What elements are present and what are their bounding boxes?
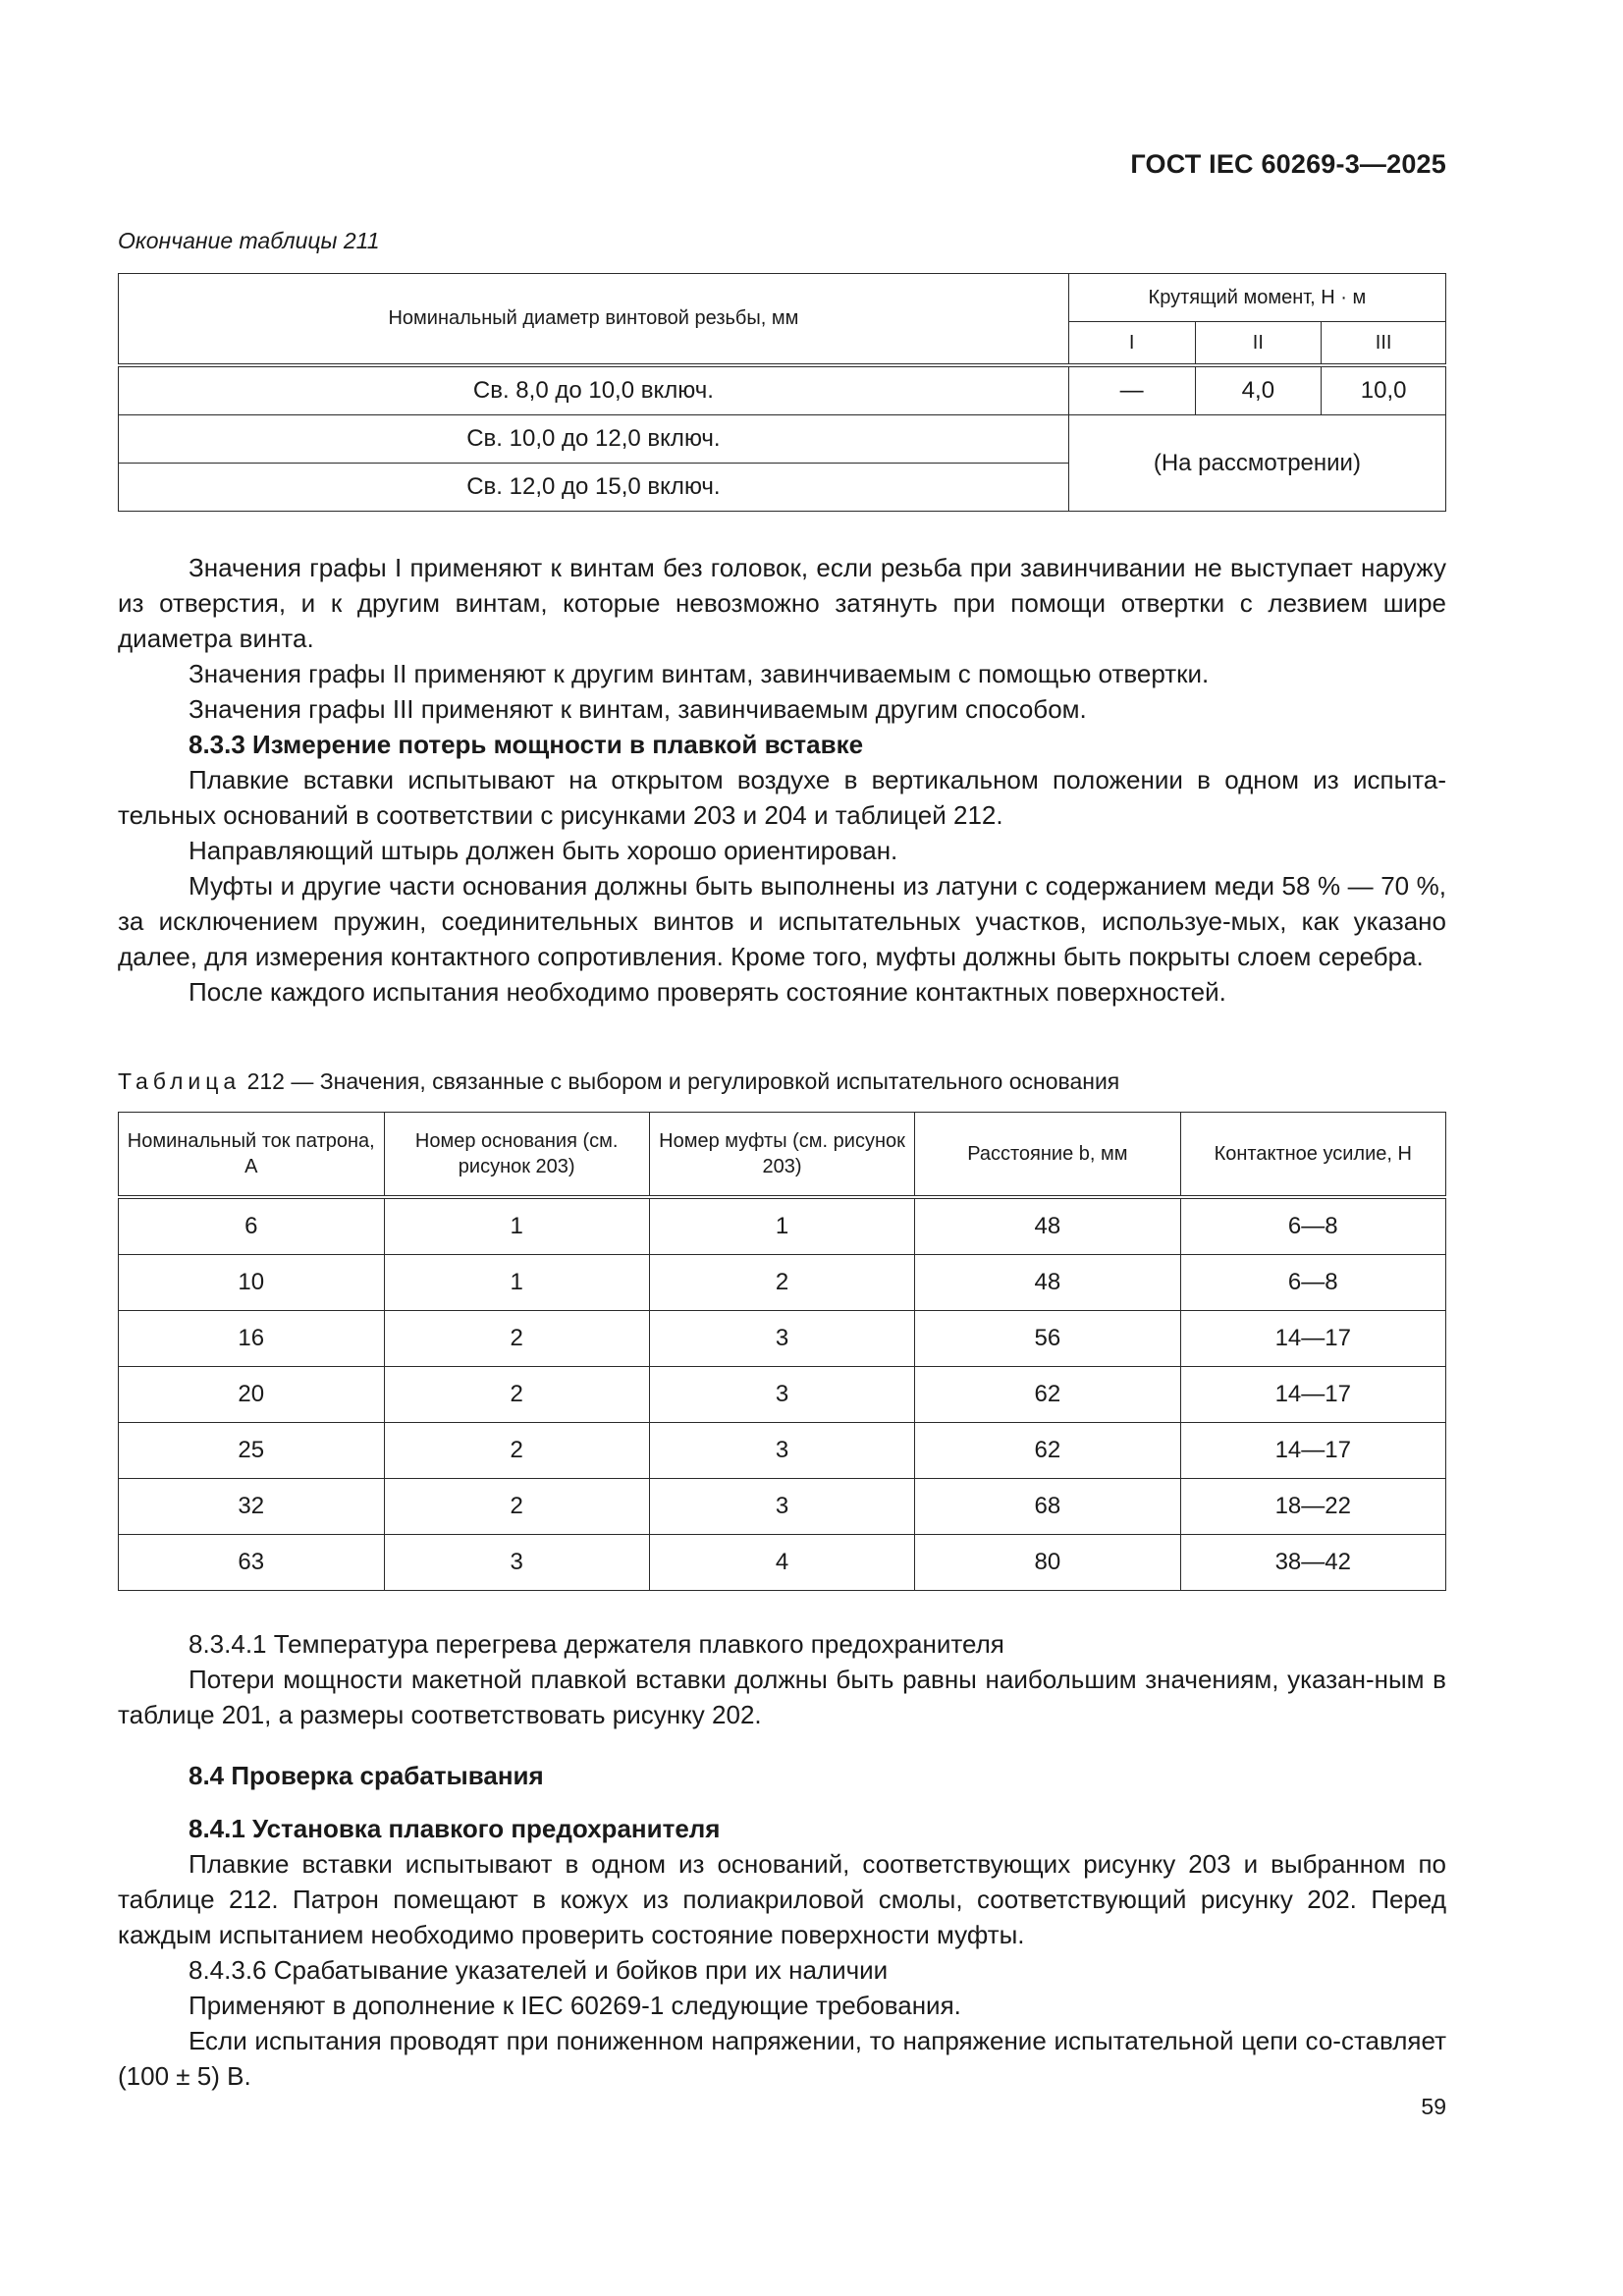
subclause-8-4-3-6: 8.4.3.6 Срабатывание указателей и бойков при их наличии bbox=[189, 1955, 889, 1985]
cell-sleeve-number: 3 bbox=[649, 1423, 914, 1479]
table-row bbox=[119, 1479, 1446, 1535]
cell-rated-current: 63 bbox=[119, 1535, 385, 1591]
cell-torque-i: — bbox=[1068, 365, 1195, 415]
cell-diameter: Св. 10,0 до 12,0 включ. bbox=[119, 415, 1069, 464]
table-row bbox=[119, 1535, 1446, 1591]
paragraph: Направляющий штырь должен быть хорошо ориентирован. bbox=[189, 836, 898, 865]
header-thread-diameter: Номинальный диаметр винтовой резьбы, мм bbox=[119, 274, 1069, 366]
cell-base-number: 2 bbox=[384, 1479, 649, 1535]
header-sleeve-number: Номер муфты (см. рисунок 203) bbox=[649, 1113, 914, 1198]
header-col-ii: II bbox=[1195, 322, 1322, 366]
subclause-8-3-4-1: 8.3.4.1 Температура перегрева держателя плавкого предохранителя bbox=[189, 1629, 1004, 1659]
cell-rated-current: 6 bbox=[119, 1197, 385, 1255]
cell-distance-b: 80 bbox=[915, 1535, 1180, 1591]
cell-distance-b: 48 bbox=[915, 1255, 1180, 1311]
cell-rated-current: 20 bbox=[119, 1367, 385, 1423]
paragraph: Муфты и другие части основания должны быть выполнены из латуни с содержанием меди 58 % — 70 %, за исключением пружин, соединительных винтов и испытательных участков, используе-мых, как указано далее, для измерения контактного сопротивления. Кроме того, муфты должны быть покрыты слоем серебра. bbox=[118, 871, 1446, 971]
cell-contact-force: 14—17 bbox=[1180, 1367, 1445, 1423]
cell-base-number: 2 bbox=[384, 1367, 649, 1423]
header-rated-current: Номинальный ток патрона, А bbox=[119, 1113, 385, 1198]
text-block-1 bbox=[118, 550, 1446, 1010]
cell-distance-b: 68 bbox=[915, 1479, 1180, 1535]
header-base-number: Номер основания (см. рисунок 203) bbox=[384, 1113, 649, 1198]
table-row bbox=[119, 1197, 1446, 1255]
cell-base-number: 3 bbox=[384, 1535, 649, 1591]
cell-rated-current: 10 bbox=[119, 1255, 385, 1311]
cell-torque-iii: 10,0 bbox=[1322, 365, 1446, 415]
cell-base-number: 1 bbox=[384, 1197, 649, 1255]
section-heading-8-4-1: 8.4.1 Установка плавкого предохранителя bbox=[189, 1814, 721, 1843]
cell-distance-b: 62 bbox=[915, 1367, 1180, 1423]
text-block-3 bbox=[118, 1758, 1446, 2094]
paragraph: Плавкие вставки испытывают в одном из оснований, соответствующих рисунку 203 и выбранном по таблице 212. Патрон помещают в кожух из полиакриловой смолы, соответствующий рисунку 202. Перед каждым испытанием необходимо проверить состояние поверхности муфты. bbox=[118, 1849, 1446, 1949]
header-col-i: I bbox=[1068, 322, 1195, 366]
paragraph: Значения графы III применяют к винтам, завинчиваемым другим способом. bbox=[189, 694, 1087, 724]
cell-distance-b: 62 bbox=[915, 1423, 1180, 1479]
cell-sleeve-number: 2 bbox=[649, 1255, 914, 1311]
cell-sleeve-number: 1 bbox=[649, 1197, 914, 1255]
cell-torque-ii: 4,0 bbox=[1195, 365, 1322, 415]
cell-rated-current: 25 bbox=[119, 1423, 385, 1479]
table-212-caption bbox=[118, 1068, 1119, 1095]
paragraph: Применяют в дополнение к IEC 60269-1 следующие требования. bbox=[189, 1991, 961, 2020]
table-row bbox=[119, 1311, 1446, 1367]
document-code: ГОСТ IEC 60269-3—2025 bbox=[1130, 149, 1446, 179]
paragraph: После каждого испытания необходимо проверять состояние контактных поверхностей. bbox=[189, 977, 1226, 1007]
cell-rated-current: 16 bbox=[119, 1311, 385, 1367]
cell-under-consideration: (На рассмотрении) bbox=[1068, 415, 1445, 512]
table-row bbox=[119, 1367, 1446, 1423]
header-torque: Крутящий момент, Н · м bbox=[1068, 274, 1445, 322]
paragraph: Потери мощности макетной плавкой вставки должны быть равны наибольшим значениям, указан-ным в таблице 201, а размеры соответствовать рисунку 202. bbox=[118, 1665, 1446, 1729]
table-label: Таблица bbox=[118, 1068, 242, 1094]
page-number: 59 bbox=[1421, 2094, 1446, 2119]
table-title: 212 — Значения, связанные с выбором и регулировкой испытательного основания bbox=[246, 1068, 1120, 1094]
cell-distance-b: 56 bbox=[915, 1311, 1180, 1367]
cell-contact-force: 14—17 bbox=[1180, 1311, 1445, 1367]
section-heading-8-3-3: 8.3.3 Измерение потерь мощности в плавкой вставке bbox=[189, 730, 864, 759]
header-distance-b: Расстояние b, мм bbox=[915, 1113, 1180, 1198]
paragraph: Плавкие вставки испытывают на открытом воздухе в вертикальном положении в одном из испыта-тельных оснований в соответствии с рисунками 203 и 204 и таблицей 212. bbox=[118, 765, 1446, 830]
cell-sleeve-number: 3 bbox=[649, 1367, 914, 1423]
cell-distance-b: 48 bbox=[915, 1197, 1180, 1255]
header-col-iii: III bbox=[1322, 322, 1446, 366]
cell-contact-force: 38—42 bbox=[1180, 1535, 1445, 1591]
table-212 bbox=[118, 1112, 1446, 1591]
text-block-2 bbox=[118, 1626, 1446, 1732]
paragraph: Значения графы II применяют к другим винтам, завинчиваемым с помощью отвертки. bbox=[189, 659, 1210, 688]
cell-contact-force: 6—8 bbox=[1180, 1255, 1445, 1311]
table-row bbox=[119, 415, 1446, 464]
cell-base-number: 2 bbox=[384, 1311, 649, 1367]
paragraph: Значения графы I применяют к винтам без головок, если резьба при завинчивании не выступает наружу из отверстия, и к другим винтам, которые невозможно затянуть при помощи отвертки с лезвием шире диаметра винта. bbox=[118, 553, 1446, 653]
table-row bbox=[119, 1255, 1446, 1311]
cell-contact-force: 6—8 bbox=[1180, 1197, 1445, 1255]
cell-sleeve-number: 4 bbox=[649, 1535, 914, 1591]
table-row bbox=[119, 1423, 1446, 1479]
cell-sleeve-number: 3 bbox=[649, 1311, 914, 1367]
cell-rated-current: 32 bbox=[119, 1479, 385, 1535]
cell-diameter: Св. 8,0 до 10,0 включ. bbox=[119, 365, 1069, 415]
cell-base-number: 2 bbox=[384, 1423, 649, 1479]
header-contact-force: Контактное усилие, Н bbox=[1180, 1113, 1445, 1198]
table-211-caption: Окончание таблицы 211 bbox=[118, 228, 380, 253]
cell-base-number: 1 bbox=[384, 1255, 649, 1311]
cell-diameter: Св. 12,0 до 15,0 включ. bbox=[119, 464, 1069, 512]
section-heading-8-4: 8.4 Проверка срабатывания bbox=[189, 1761, 544, 1790]
cell-contact-force: 14—17 bbox=[1180, 1423, 1445, 1479]
cell-sleeve-number: 3 bbox=[649, 1479, 914, 1535]
paragraph: Если испытания проводят при пониженном напряжении, то напряжение испытательной цепи со-ставляет (100 ± 5) В. bbox=[118, 2026, 1446, 2091]
cell-contact-force: 18—22 bbox=[1180, 1479, 1445, 1535]
table-row bbox=[119, 365, 1446, 415]
table-211 bbox=[118, 273, 1446, 512]
